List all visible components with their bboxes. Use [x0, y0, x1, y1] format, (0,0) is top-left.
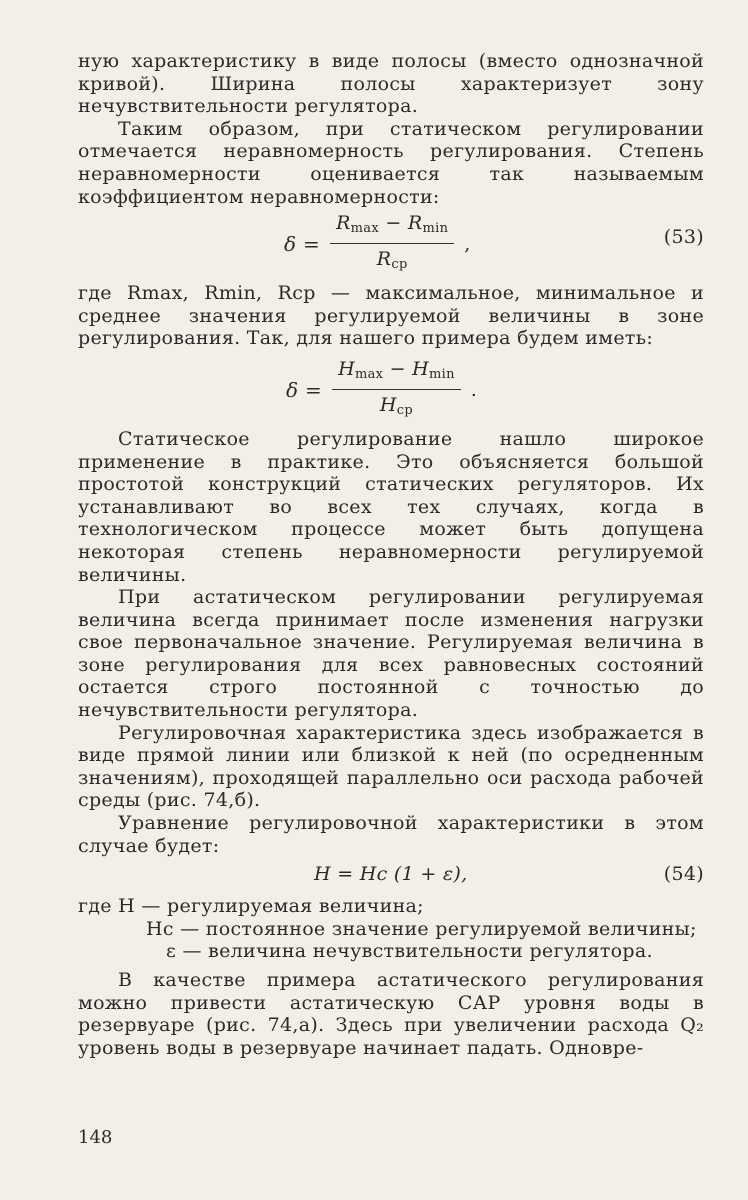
- paragraph-7: В качестве примера астатического регулирования можно привести астатическую САР уровня воды в резервуаре (рис. 74,а). Здесь при увеличении расхода Q₂ уровень воды в резервуаре начинает падать. Одновре-: [78, 969, 704, 1059]
- formula-53-comma: ,: [464, 232, 471, 255]
- paragraph-2: Таким образом, при статическом регулировании отмечается неравномерность регулирования. Степень неравномерности оценивается так называемым коэффициентом неравномерности:: [78, 117, 704, 208]
- formula-h-lhs: δ =: [286, 377, 323, 402]
- formula-h-numerator: $H_{max} - H_{min}$: [332, 358, 461, 390]
- formula-h: [78, 358, 704, 422]
- formula-54-expression: H = Hc (1 + ε),: [314, 863, 468, 886]
- legend-line-3: ε — величина нечувствительности регулятора.: [166, 940, 653, 963]
- legend-line-1: где H — регулируемая величина;: [78, 895, 424, 918]
- page-body: [78, 50, 704, 1059]
- formula-53: [78, 212, 704, 276]
- paragraph-where-1: где Rmax, Rmin, Rср — максимальное, минимальное и среднее значения регулируемой величины в зоне регулирования. Так, для нашего примера будем иметь:: [78, 282, 704, 350]
- formula-53-lhs: δ =: [284, 231, 321, 256]
- formula-h-dot: .: [470, 378, 478, 401]
- paragraph-1: ную характеристику в виде полосы (вместо однозначной кривой). Ширина полосы характеризует зону нечувствительности регулятора.: [78, 50, 704, 118]
- formula-54: [78, 859, 704, 889]
- paragraph-3: Статическое регулирование нашло широкое применение в практике. Это объясняется большой простотой конструкций статических регуляторов. Их устанавливают во всех тех случаях, когда в технологическом процессе может быть допущена некоторая степень неравномерности регулируемой величины.: [78, 427, 704, 586]
- paragraph-6: Уравнение регулировочной характеристики в этом случае будет:: [78, 812, 704, 857]
- symbol-legend: [78, 895, 704, 963]
- paragraph-4: При астатическом регулировании регулируемая величина всегда принимает после изменения нагрузки свое первоначальное значение. Регулируемая величина в зоне регулирования для всех равновесных состояний остается строго постоянной с точностью до нечувствительности регулятора.: [78, 586, 704, 722]
- formula-53-numerator: $R_{max} - R_{min}$: [330, 212, 454, 244]
- equation-number-54: (54): [663, 863, 704, 886]
- page-number: 148: [78, 1127, 113, 1148]
- formula-h-denominator: $H_{ср}$: [379, 393, 413, 418]
- legend-line-2: Hc — постоянное значение регулируемой величины;: [146, 917, 697, 940]
- paragraph-5: Регулировочная характеристика здесь изображается в виде прямой линии или близкой к ней (по осредненным значениям), проходящей параллельно оси расхода рабочей среды (рис. 74,б).: [78, 721, 704, 812]
- equation-number-53: (53): [663, 226, 704, 249]
- formula-53-denominator: $R_{ср}$: [376, 247, 408, 272]
